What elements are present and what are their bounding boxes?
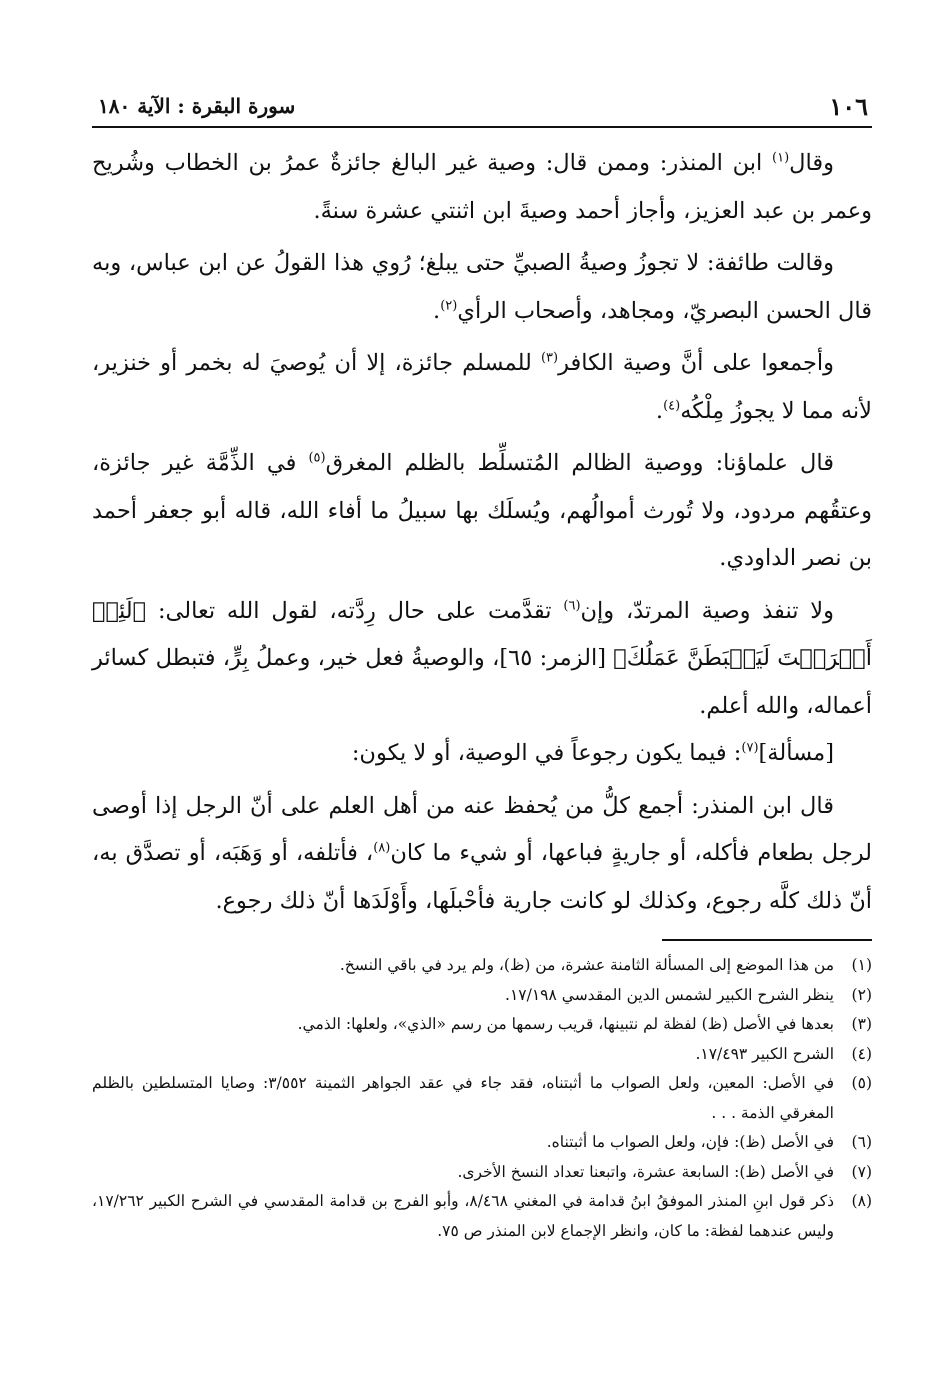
footnote [92, 1128, 872, 1158]
paragraph [92, 140, 872, 235]
paragraph-text: وقالت طائفة: لا تجوزُ وصيةُ الصبيِّ حتى يبلغ؛ رُوي هذا القولُ عن ابن عباس، وبه قال الحسن البصريّ، ومجاهد، وأصحاب الرأي [92, 250, 872, 324]
footnote-number: (٣) [851, 1015, 872, 1033]
footnote-number: (٥) [851, 1074, 872, 1092]
paragraph-text: [مسألة] [758, 740, 834, 766]
paragraph-text: وقال [789, 150, 834, 176]
paragraph-text: . [433, 297, 441, 324]
footnote-number: (٧) [851, 1162, 872, 1181]
footnote [92, 951, 872, 981]
footnote-number: (٦) [851, 1133, 872, 1151]
paragraph [92, 440, 872, 583]
footnote [92, 1187, 872, 1246]
footnote-ref: (٦) [563, 598, 581, 613]
footnote-ref: (٤) [663, 398, 681, 413]
footnote-text: ذكر قول ابنِ المنذر الموفقُ ابنُ قدامة في المغني ٨/٤٦٨، وأبو الفرج بن قدامة المقدسي في الشرح الكبير ١٧/٢٦٢، وليس عندهما لفظة: ما كان، وانظر الإجماع لابن المنذر ص ٧٥. [92, 1192, 834, 1240]
paragraph-text: قال علماؤنا: ووصية الظالم المُتسلِّط بالظلم المغرق [325, 450, 834, 476]
paragraph [92, 730, 872, 778]
paragraph-text: وأجمعوا على أنَّ وصية الكافر [558, 350, 834, 376]
paragraph [92, 783, 872, 926]
footnote [92, 1069, 872, 1128]
footnote-ref: (٧) [741, 740, 759, 756]
footnote [92, 1158, 872, 1188]
paragraph-text: في الذِّمَّة غير جائزة، وعتقُهم مردود، ولا تُورث أموالُهم، ويُسلَك بها سبيلُ ما أفاء الله، قاله أبو جعفر أحمد بن نصر الداودي. [92, 450, 872, 571]
footnote [92, 1040, 872, 1070]
footnote-text: في الأصل: المعين، ولعل الصواب ما أثبتناه، فقد جاء في عقد الجواهر الثمينة ٣/٥٥٢: وصايا المتسلطين بالظلم المغرقي الذمة . . . [92, 1074, 834, 1122]
paragraph-text: قال ابن المنذر: أجمع كلُّ من يُحفظ عنه من أهل العلم على أنّ الرجل إذا أوصى لرجل بطعام فأكله، أو جاريةٍ فباعها، أو شيء ما كان [92, 792, 872, 866]
book-page [92, 92, 872, 1342]
paragraph [92, 340, 872, 435]
footnote-ref: (٥) [308, 450, 326, 466]
footnote-number: (٤) [851, 1044, 872, 1063]
footnote-ref: (١) [772, 150, 790, 166]
footnote [92, 981, 872, 1011]
footnote-number: (٢) [851, 985, 872, 1004]
paragraph-text: ابن المنذر: وممن قال: وصية غير البالغ جائزةٌ عمرُ بن الخطاب وشُريح وعمر بن عبد العزيز، وأجاز أحمد وصيةَ ابن اثنتي عشرة سنةً. [92, 150, 872, 224]
footnote-text: ينظر الشرح الكبير لشمس الدين المقدسي ١٧/١٩٨. [505, 985, 834, 1004]
page-number: ١٠٦ [829, 92, 868, 121]
paragraph-text: ولا تنفذ وصية المرتدّ، وإن [580, 597, 834, 624]
footnote-text: من هذا الموضع إلى المسألة الثامنة عشرة، من (ظ)، ولم يرد في باقي النسخ. [339, 956, 834, 974]
paragraph-text: ، فأتلفه، أو وَهَبَه، أو تصدَّق به، أنّ ذلك كلَّه رجوع، وكذلك لو كانت جارية فأحْبلَها، وأَوْلَدَها أنّ ذلك رجوع. [92, 840, 872, 914]
main-text [92, 140, 872, 925]
paragraph [92, 240, 872, 335]
footnote-number: (٨) [851, 1192, 872, 1210]
running-title: سورة البقرة : الآية ١٨٠ [98, 94, 296, 118]
footnote [92, 1010, 872, 1040]
footnote-text: بعدها في الأصل (ظ) لفظة لم نتبينها، قريب رسمها من رسم «الذي»، ولعلها: الذمي. [297, 1015, 834, 1033]
footnote-divider [662, 939, 872, 941]
footnote-text: في الأصل (ظ): فإن، ولعل الصواب ما أثبتناه. [546, 1133, 834, 1151]
footnote-number: (١) [851, 956, 872, 974]
paragraph-text: للمسلم جائزة، إلا أن يُوصيَ له بخمر أو خنزير، لأنه مما لا يجوزُ مِلْكُه [92, 350, 872, 424]
paragraph-text: تقدَّمت على حال رِدَّته، لقول الله تعالى: ﴿لَئِنۡ أَشۡرَكۡتَ لَيَحۡبَطَنَّ عَمَلُكَ﴾ [الزمر: ٦٥]، والوصيةُ فعل خير، وعملُ بِرٍّ، فتبطل كسائر أعماله، والله أعلم. [92, 597, 873, 719]
footnote-ref: (٣) [540, 350, 559, 366]
footnotes [92, 951, 872, 1246]
paragraph-text: . [655, 397, 664, 424]
footnote-ref: (٨) [373, 840, 391, 856]
footnote-text: الشرح الكبير ١٧/٤٩٣. [695, 1044, 834, 1063]
paragraph-text: : فيما يكون رجوعاً في الوصية، أو لا يكون: [351, 740, 742, 766]
page-header [92, 92, 872, 128]
footnote-text: في الأصل (ظ): السابعة عشرة، واتبعنا تعداد النسخ الأخرى. [457, 1162, 834, 1181]
paragraph [92, 588, 872, 731]
footnote-ref: (٢) [440, 298, 458, 313]
